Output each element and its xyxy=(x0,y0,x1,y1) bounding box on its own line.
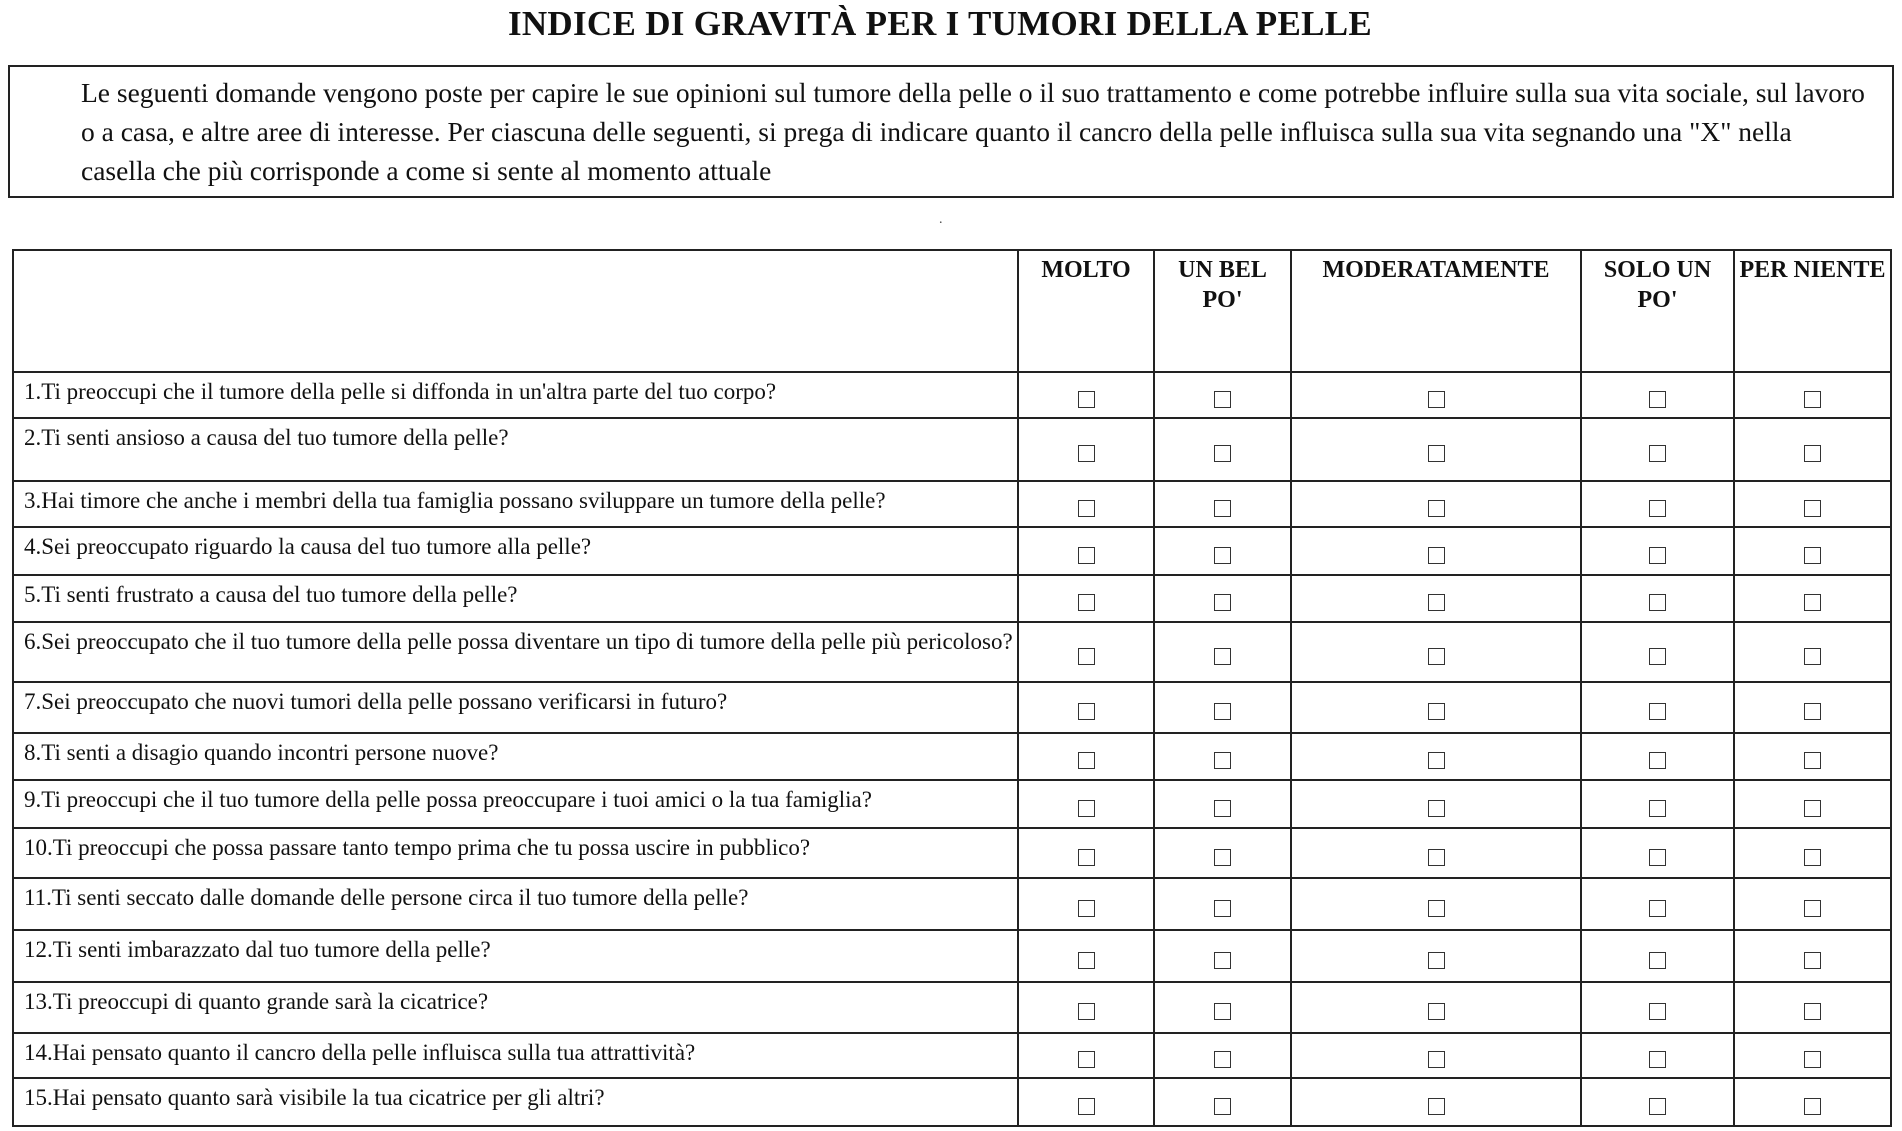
answer-cell-moderatamente xyxy=(1291,930,1581,982)
question-text: 8.Ti senti a disagio quando incontri persone nuove? xyxy=(13,733,1018,780)
answer-cell-moderatamente xyxy=(1291,1078,1581,1126)
answer-cell-solo-un-po xyxy=(1581,372,1734,418)
answer-cell-solo-un-po xyxy=(1581,575,1734,622)
checkbox-per-niente[interactable] xyxy=(1804,547,1821,564)
checkbox-moderatamente[interactable] xyxy=(1428,1051,1445,1068)
answer-cell-solo-un-po xyxy=(1581,622,1734,682)
checkbox-un-bel-po[interactable] xyxy=(1214,391,1231,408)
checkbox-molto[interactable] xyxy=(1078,703,1095,720)
answer-cell-solo-un-po xyxy=(1581,1078,1734,1126)
answer-cell-solo-un-po xyxy=(1581,780,1734,828)
answer-cell-un-bel-po xyxy=(1154,481,1291,527)
checkbox-per-niente[interactable] xyxy=(1804,752,1821,769)
checkbox-un-bel-po[interactable] xyxy=(1214,648,1231,665)
answer-cell-molto xyxy=(1018,575,1154,622)
checkbox-solo-un-po[interactable] xyxy=(1649,752,1666,769)
answer-cell-un-bel-po xyxy=(1154,682,1291,733)
checkbox-per-niente[interactable] xyxy=(1804,703,1821,720)
answer-cell-moderatamente xyxy=(1291,982,1581,1033)
answer-cell-molto xyxy=(1018,418,1154,481)
checkbox-un-bel-po[interactable] xyxy=(1214,1003,1231,1020)
checkbox-molto[interactable] xyxy=(1078,648,1095,665)
checkbox-per-niente[interactable] xyxy=(1804,952,1821,969)
checkbox-molto[interactable] xyxy=(1078,445,1095,462)
header-blank-cell xyxy=(13,250,1018,372)
col-header-moderatamente: MODERATAMENTE xyxy=(1291,250,1581,372)
answer-cell-molto xyxy=(1018,828,1154,878)
answer-cell-solo-un-po xyxy=(1581,733,1734,780)
answer-cell-solo-un-po xyxy=(1581,418,1734,481)
answer-cell-molto xyxy=(1018,982,1154,1033)
checkbox-moderatamente[interactable] xyxy=(1428,952,1445,969)
checkbox-solo-un-po[interactable] xyxy=(1649,1051,1666,1068)
answer-cell-molto xyxy=(1018,1078,1154,1126)
checkbox-molto[interactable] xyxy=(1078,1098,1095,1115)
checkbox-un-bel-po[interactable] xyxy=(1214,752,1231,769)
checkbox-molto[interactable] xyxy=(1078,500,1095,517)
answer-cell-moderatamente xyxy=(1291,733,1581,780)
answer-cell-moderatamente xyxy=(1291,878,1581,930)
checkbox-moderatamente[interactable] xyxy=(1428,500,1445,517)
page-title: INDICE DI GRAVITÀ PER I TUMORI DELLA PELLE xyxy=(507,4,1373,43)
answer-cell-moderatamente xyxy=(1291,828,1581,878)
question-text: 5.Ti senti frustrato a causa del tuo tumore della pelle? xyxy=(13,575,1018,622)
checkbox-un-bel-po[interactable] xyxy=(1214,849,1231,866)
checkbox-molto[interactable] xyxy=(1078,1003,1095,1020)
checkbox-molto[interactable] xyxy=(1078,547,1095,564)
question-row xyxy=(13,878,1891,930)
answer-cell-moderatamente xyxy=(1291,527,1581,575)
checkbox-moderatamente[interactable] xyxy=(1428,594,1445,611)
answer-cell-molto xyxy=(1018,733,1154,780)
question-row xyxy=(13,780,1891,828)
answer-cell-per-niente xyxy=(1734,733,1891,780)
checkbox-per-niente[interactable] xyxy=(1804,800,1821,817)
answer-cell-moderatamente xyxy=(1291,372,1581,418)
answer-cell-per-niente xyxy=(1734,622,1891,682)
answer-cell-per-niente xyxy=(1734,682,1891,733)
questions-body xyxy=(13,372,1891,1126)
answer-cell-per-niente xyxy=(1734,481,1891,527)
checkbox-moderatamente[interactable] xyxy=(1428,547,1445,564)
answer-cell-un-bel-po xyxy=(1154,733,1291,780)
question-text: 6.Sei preoccupato che il tuo tumore della pelle possa diventare un tipo di tumore della pelle più pericoloso? xyxy=(13,622,1018,682)
checkbox-solo-un-po[interactable] xyxy=(1649,648,1666,665)
checkbox-moderatamente[interactable] xyxy=(1428,900,1445,917)
answer-cell-un-bel-po xyxy=(1154,622,1291,682)
answer-cell-un-bel-po xyxy=(1154,1078,1291,1126)
question-text: 7.Sei preoccupato che nuovi tumori della pelle possano verificarsi in futuro? xyxy=(13,682,1018,733)
answer-cell-molto xyxy=(1018,527,1154,575)
answer-cell-un-bel-po xyxy=(1154,828,1291,878)
question-row xyxy=(13,527,1891,575)
answer-cell-per-niente xyxy=(1734,828,1891,878)
stray-dot: . xyxy=(939,212,943,227)
question-row xyxy=(13,372,1891,418)
checkbox-solo-un-po[interactable] xyxy=(1649,594,1666,611)
question-text: 3.Hai timore che anche i membri della tua famiglia possano sviluppare un tumore della pelle? xyxy=(13,481,1018,527)
checkbox-solo-un-po[interactable] xyxy=(1649,849,1666,866)
checkbox-moderatamente[interactable] xyxy=(1428,1003,1445,1020)
answer-cell-moderatamente xyxy=(1291,481,1581,527)
question-text: 4.Sei preoccupato riguardo la causa del tuo tumore alla pelle? xyxy=(13,527,1018,575)
checkbox-un-bel-po[interactable] xyxy=(1214,1098,1231,1115)
answer-cell-solo-un-po xyxy=(1581,828,1734,878)
question-text: 2.Ti senti ansioso a causa del tuo tumore della pelle? xyxy=(13,418,1018,481)
checkbox-un-bel-po[interactable] xyxy=(1214,952,1231,969)
checkbox-un-bel-po[interactable] xyxy=(1214,900,1231,917)
answer-cell-solo-un-po xyxy=(1581,930,1734,982)
answer-cell-molto xyxy=(1018,622,1154,682)
answer-cell-moderatamente xyxy=(1291,1033,1581,1078)
answer-cell-solo-un-po xyxy=(1581,481,1734,527)
checkbox-molto[interactable] xyxy=(1078,1051,1095,1068)
question-row xyxy=(13,418,1891,481)
checkbox-moderatamente[interactable] xyxy=(1428,703,1445,720)
checkbox-moderatamente[interactable] xyxy=(1428,445,1445,462)
checkbox-moderatamente[interactable] xyxy=(1428,1098,1445,1115)
checkbox-molto[interactable] xyxy=(1078,594,1095,611)
checkbox-per-niente[interactable] xyxy=(1804,849,1821,866)
question-text: 9.Ti preoccupi che il tuo tumore della pelle possa preoccupare i tuoi amici o la tua famiglia? xyxy=(13,780,1018,828)
answer-cell-solo-un-po xyxy=(1581,878,1734,930)
checkbox-molto[interactable] xyxy=(1078,900,1095,917)
question-text: 15.Hai pensato quanto sarà visibile la tua cicatrice per gli altri? xyxy=(13,1078,1018,1126)
checkbox-un-bel-po[interactable] xyxy=(1214,594,1231,611)
answer-cell-moderatamente xyxy=(1291,682,1581,733)
answer-cell-per-niente xyxy=(1734,418,1891,481)
checkbox-solo-un-po[interactable] xyxy=(1649,1098,1666,1115)
checkbox-per-niente[interactable] xyxy=(1804,500,1821,517)
answer-cell-solo-un-po xyxy=(1581,1033,1734,1078)
answer-cell-un-bel-po xyxy=(1154,527,1291,575)
checkbox-solo-un-po[interactable] xyxy=(1649,703,1666,720)
question-text: 10.Ti preoccupi che possa passare tanto tempo prima che tu possa uscire in pubblico? xyxy=(13,828,1018,878)
col-header-solo-un-po: SOLO UN PO' xyxy=(1581,250,1734,372)
question-row xyxy=(13,1078,1891,1126)
answer-cell-per-niente xyxy=(1734,527,1891,575)
checkbox-moderatamente[interactable] xyxy=(1428,391,1445,408)
checkbox-per-niente[interactable] xyxy=(1804,648,1821,665)
checkbox-moderatamente[interactable] xyxy=(1428,648,1445,665)
checkbox-solo-un-po[interactable] xyxy=(1649,445,1666,462)
answer-cell-moderatamente xyxy=(1291,575,1581,622)
checkbox-solo-un-po[interactable] xyxy=(1649,547,1666,564)
question-text: 13.Ti preoccupi di quanto grande sarà la cicatrice? xyxy=(13,982,1018,1033)
checkbox-per-niente[interactable] xyxy=(1804,594,1821,611)
question-row xyxy=(13,575,1891,622)
question-row xyxy=(13,930,1891,982)
question-text: 11.Ti senti seccato dalle domande delle persone circa il tuo tumore della pelle? xyxy=(13,878,1018,930)
checkbox-un-bel-po[interactable] xyxy=(1214,445,1231,462)
header-row xyxy=(13,250,1891,372)
checkbox-solo-un-po[interactable] xyxy=(1649,800,1666,817)
checkbox-moderatamente[interactable] xyxy=(1428,752,1445,769)
answer-cell-per-niente xyxy=(1734,1078,1891,1126)
question-row xyxy=(13,1033,1891,1078)
checkbox-per-niente[interactable] xyxy=(1804,1051,1821,1068)
question-text: 1.Ti preoccupi che il tumore della pelle si diffonda in un'altra parte del tuo corpo? xyxy=(13,372,1018,418)
answer-cell-per-niente xyxy=(1734,878,1891,930)
checkbox-solo-un-po[interactable] xyxy=(1649,500,1666,517)
checkbox-solo-un-po[interactable] xyxy=(1649,952,1666,969)
checkbox-solo-un-po[interactable] xyxy=(1649,391,1666,408)
answer-cell-un-bel-po xyxy=(1154,372,1291,418)
answer-cell-molto xyxy=(1018,780,1154,828)
col-header-un-bel-po: UN BEL PO' xyxy=(1154,250,1291,372)
col-header-molto: MOLTO xyxy=(1018,250,1154,372)
question-row xyxy=(13,682,1891,733)
checkbox-per-niente[interactable] xyxy=(1804,391,1821,408)
question-row xyxy=(13,982,1891,1033)
answer-cell-solo-un-po xyxy=(1581,527,1734,575)
col-header-per-niente: PER NIENTE xyxy=(1734,250,1891,372)
question-text: 12.Ti senti imbarazzato dal tuo tumore della pelle? xyxy=(13,930,1018,982)
answer-cell-moderatamente xyxy=(1291,780,1581,828)
answer-cell-un-bel-po xyxy=(1154,780,1291,828)
question-text: 14.Hai pensato quanto il cancro della pelle influisca sulla tua attrattività? xyxy=(13,1033,1018,1078)
answer-cell-solo-un-po xyxy=(1581,982,1734,1033)
checkbox-un-bel-po[interactable] xyxy=(1214,800,1231,817)
answer-cell-molto xyxy=(1018,878,1154,930)
answer-cell-molto xyxy=(1018,1033,1154,1078)
checkbox-per-niente[interactable] xyxy=(1804,900,1821,917)
answer-cell-molto xyxy=(1018,372,1154,418)
answer-cell-per-niente xyxy=(1734,372,1891,418)
question-row xyxy=(13,622,1891,682)
checkbox-un-bel-po[interactable] xyxy=(1214,703,1231,720)
answer-cell-un-bel-po xyxy=(1154,878,1291,930)
answer-cell-un-bel-po xyxy=(1154,1033,1291,1078)
answer-cell-per-niente xyxy=(1734,1033,1891,1078)
question-row xyxy=(13,828,1891,878)
checkbox-molto[interactable] xyxy=(1078,952,1095,969)
checkbox-moderatamente[interactable] xyxy=(1428,800,1445,817)
question-row xyxy=(13,481,1891,527)
answer-cell-per-niente xyxy=(1734,930,1891,982)
checkbox-molto[interactable] xyxy=(1078,752,1095,769)
answer-cell-per-niente xyxy=(1734,575,1891,622)
instructions-box: Le seguenti domande vengono poste per capire le sue opinioni sul tumore della pelle o il suo trattamento e come potrebbe influire sulla sua vita sociale, sul lavoro o a casa, e altre aree di interesse. Per ciascuna delle seguenti, si prega di indicare quanto il cancro della pelle influisca sulla sua vita segnando una "X" nella casella che più corrisponde a come si sente al momento attuale xyxy=(8,65,1894,198)
answer-cell-per-niente xyxy=(1734,982,1891,1033)
checkbox-molto[interactable] xyxy=(1078,800,1095,817)
checkbox-moderatamente[interactable] xyxy=(1428,849,1445,866)
question-row xyxy=(13,733,1891,780)
checkbox-un-bel-po[interactable] xyxy=(1214,547,1231,564)
answer-cell-un-bel-po xyxy=(1154,418,1291,481)
answer-cell-moderatamente xyxy=(1291,622,1581,682)
checkbox-un-bel-po[interactable] xyxy=(1214,500,1231,517)
answer-cell-molto xyxy=(1018,930,1154,982)
checkbox-un-bel-po[interactable] xyxy=(1214,1051,1231,1068)
answer-cell-solo-un-po xyxy=(1581,682,1734,733)
answer-cell-un-bel-po xyxy=(1154,575,1291,622)
checkbox-per-niente[interactable] xyxy=(1804,1003,1821,1020)
answer-cell-molto xyxy=(1018,682,1154,733)
checkbox-solo-un-po[interactable] xyxy=(1649,900,1666,917)
checkbox-per-niente[interactable] xyxy=(1804,445,1821,462)
answer-cell-moderatamente xyxy=(1291,418,1581,481)
checkbox-per-niente[interactable] xyxy=(1804,1098,1821,1115)
checkbox-molto[interactable] xyxy=(1078,391,1095,408)
checkbox-solo-un-po[interactable] xyxy=(1649,1003,1666,1020)
answer-cell-molto xyxy=(1018,481,1154,527)
checkbox-molto[interactable] xyxy=(1078,849,1095,866)
questionnaire-table xyxy=(12,249,1892,1127)
answer-cell-per-niente xyxy=(1734,780,1891,828)
answer-cell-un-bel-po xyxy=(1154,982,1291,1033)
answer-cell-un-bel-po xyxy=(1154,930,1291,982)
